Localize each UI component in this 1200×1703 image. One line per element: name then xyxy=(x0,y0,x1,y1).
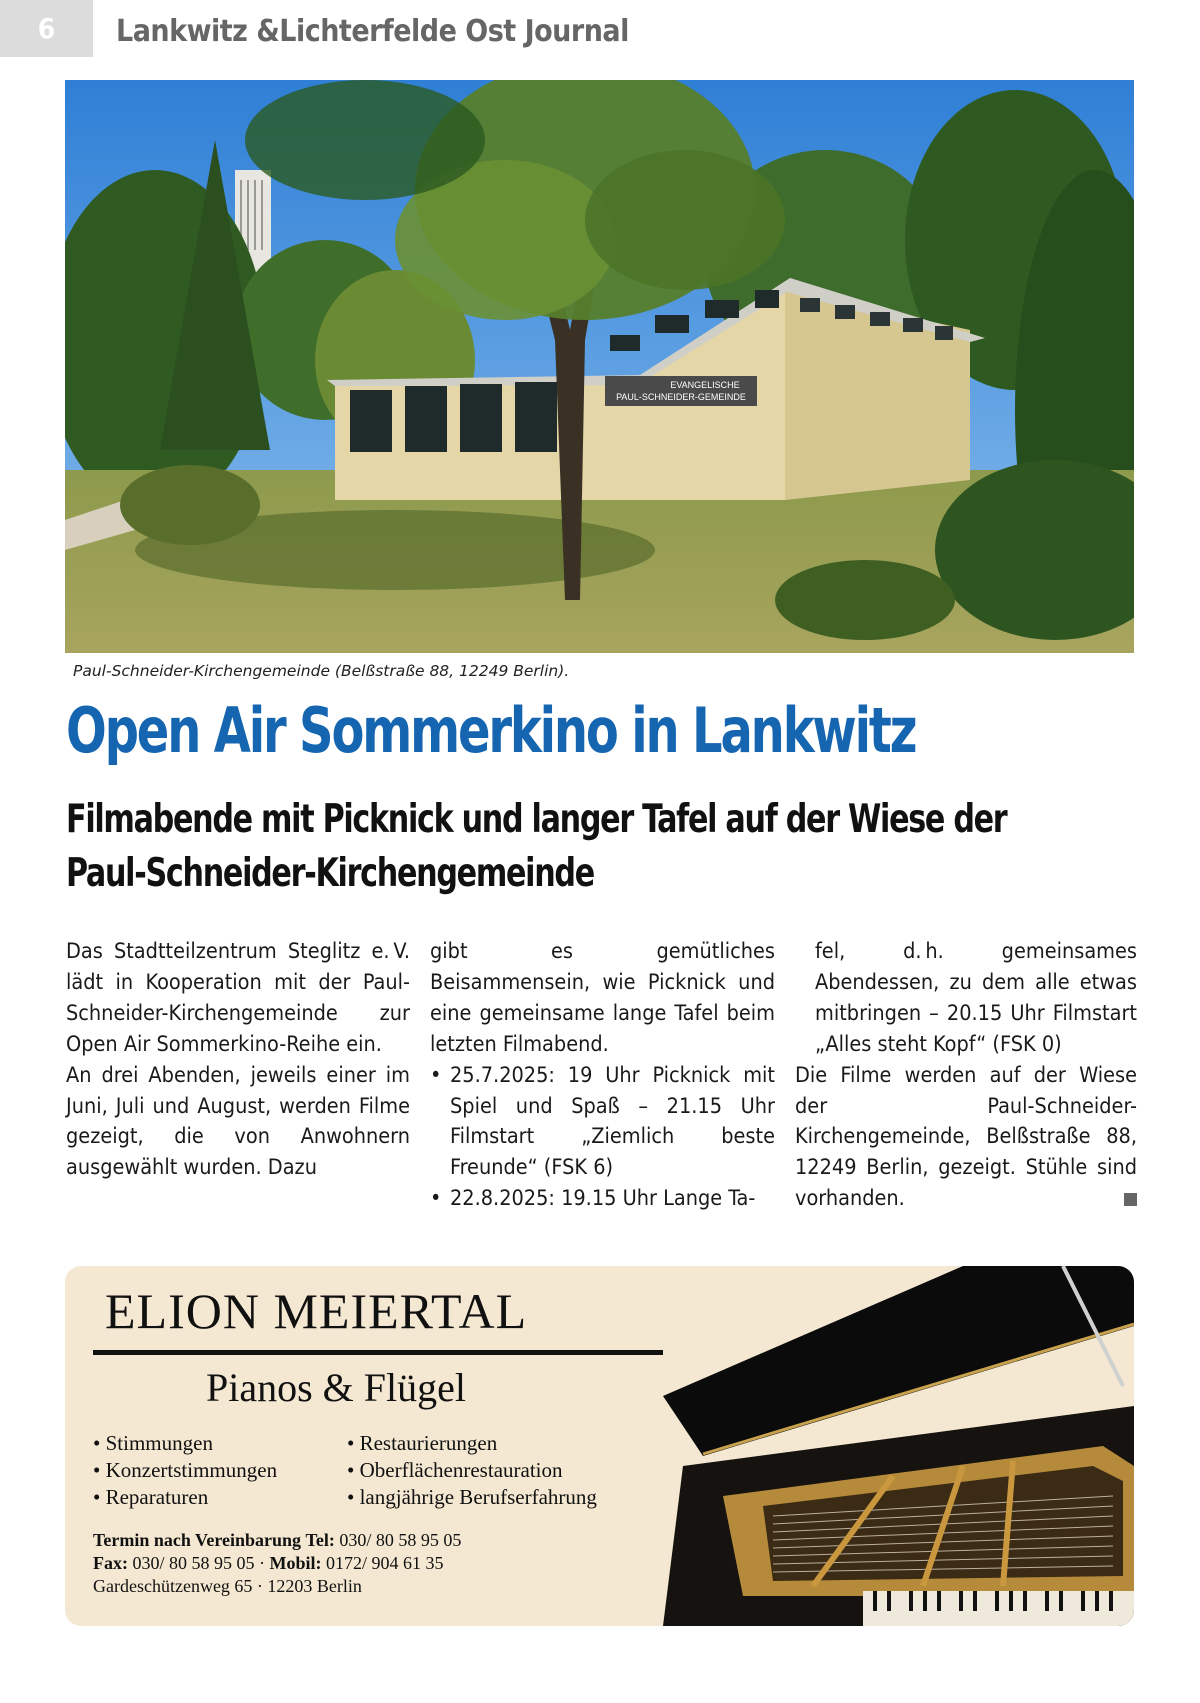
ad-brand-name: ELION MEIERTAL xyxy=(105,1283,528,1339)
article-column-2 xyxy=(430,937,775,1215)
service-item: • Stimmungen xyxy=(93,1431,213,1455)
sign-line-1: EVANGELISCHE xyxy=(670,380,740,390)
ad-address: Gardeschützenweg 65 · 12203 Berlin xyxy=(93,1576,362,1596)
ad-divider xyxy=(93,1350,691,1355)
paragraph xyxy=(795,1061,1137,1216)
service-item: • langjährige Berufserfahrung xyxy=(347,1485,597,1509)
church-photo xyxy=(65,80,1134,653)
paragraph: Das Stadtteilzentrum Steglitz e. V. lädt in Kooperation mit der Paul-Schneider-Kirchengemeinde zur Open Air Sommerkino-Reihe ein. xyxy=(66,939,410,1057)
journal-title: Lankwitz &Lichterfelde Ost Journal xyxy=(116,14,629,49)
subhead-line-2: Paul-Schneider-Kirchengemeinde xyxy=(66,851,594,896)
mobile-label: Mobil: xyxy=(269,1553,322,1573)
service-item: • Konzertstimmungen xyxy=(93,1458,278,1482)
ad-tagline: Pianos & Flügel xyxy=(206,1365,467,1410)
end-of-article-mark xyxy=(1124,1193,1137,1206)
paragraph: gibt es gemütliches Beisammensein, wie Picknick und eine gemeinsame lange Tafel beim letzten Filmabend. xyxy=(430,939,775,1057)
subhead-line-1: Filmabende mit Picknick und langer Tafel auf der Wiese der xyxy=(66,797,1007,842)
event-text: 25.7.2025: 19 Uhr Picknick mit Spiel und Spaß – 21.15 Uhr Filmstart „Ziemlich beste Freunde“ (FSK 6) xyxy=(450,1062,775,1181)
service-item: • Restaurierungen xyxy=(347,1431,498,1455)
grand-piano-illustration xyxy=(663,1266,1134,1626)
paragraph: An drei Abenden, jeweils einer im Juni, Juli und August, werden Filme gezeigt, die von Anwohnern ausgewählt wurden. Dazu xyxy=(66,1062,410,1181)
service-item: • Reparaturen xyxy=(93,1485,209,1509)
fax-label: Fax: xyxy=(93,1553,128,1573)
fax-number: 030/ 80 58 95 05 xyxy=(132,1553,255,1573)
grand-piano-image xyxy=(663,1266,1134,1626)
event-list-item xyxy=(430,1184,775,1215)
separator: · xyxy=(259,1553,266,1573)
mobile-number: 0172/ 904 61 35 xyxy=(326,1553,444,1573)
piano-advertisement xyxy=(65,1266,1134,1626)
church-photo-illustration xyxy=(65,80,1134,653)
article-column-3 xyxy=(795,937,1137,1215)
bullet: • xyxy=(430,1062,442,1088)
phone-number: 030/ 80 58 95 05 xyxy=(339,1530,462,1550)
photo-caption: Paul-Schneider-Kirchengemeinde (Belßstraße 88, 12249 Berlin). xyxy=(73,662,570,680)
bullet: • xyxy=(430,1186,442,1212)
event-list-item xyxy=(430,1061,775,1185)
ad-contact-block xyxy=(93,1529,461,1598)
appointment-label: Termin nach Vereinbarung xyxy=(93,1530,302,1550)
sign-line-2: PAUL-SCHNEIDER-GEMEINDE xyxy=(616,392,746,402)
paragraph-text: Die Filme werden auf der Wiese der Paul-Schneider-Kirchengemeinde, Belßstraße 88, 12249 Berlin, gezeigt. Stühle sind vorhanden. xyxy=(795,1062,1137,1212)
event-continuation: fel, d. h. gemeinsames Abendessen, zu dem alle etwas mitbringen – 20.15 Uhr Filmstart „Alles steht Kopf“ (FSK 0) xyxy=(815,939,1137,1057)
ad-services-left xyxy=(93,1430,277,1511)
event-text: 22.8.2025: 19.15 Uhr Lange Ta- xyxy=(450,1186,756,1212)
article-headline: Open Air Sommerkino in Lankwitz xyxy=(66,694,916,767)
article-subhead xyxy=(66,793,1006,901)
tel-label: Tel: xyxy=(305,1530,335,1550)
page-number: 6 xyxy=(0,0,93,57)
ad-services-right xyxy=(347,1430,597,1511)
service-item: • Oberflächenrestauration xyxy=(347,1458,563,1482)
contact-line-phone xyxy=(93,1529,461,1552)
article-column-1 xyxy=(66,937,410,1184)
contact-line-fax xyxy=(93,1552,461,1575)
